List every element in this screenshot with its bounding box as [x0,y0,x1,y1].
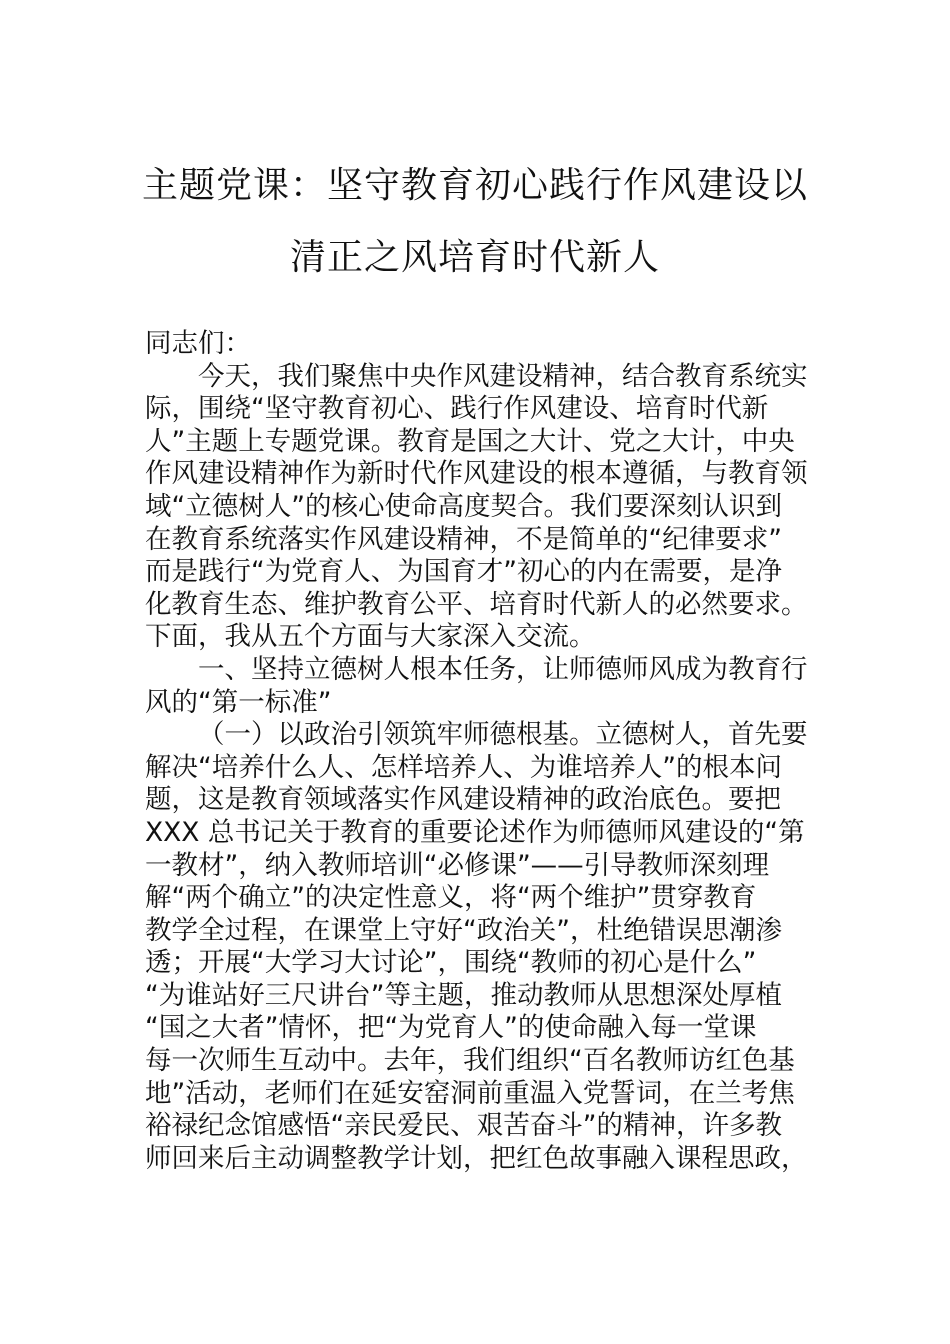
body-line: 作风建设精神作为新时代作风建设的根本遵循，与教育领 [145,458,808,490]
body-line: 在教育系统落实作风建设精神，不是简单的“纪律要求” [145,523,782,555]
body-line: 师回来后主动调整教学计划，把红色故事融入课程思政， [145,1142,808,1174]
body-line: 地”活动，老师们在延安窑洞前重温入党誓词，在兰考焦 [145,1077,795,1109]
document-body [145,328,807,1175]
document-title-line-1: 主题党课：坚守教育初心践行作风建设以 [141,165,808,206]
section-heading-line: 一、坚持立德树人根本任务，让师德师风成为教育行 [198,653,808,685]
body-line: “为谁站好三尺讲台”等主题，推动教师从思想深处厚植 [145,979,782,1011]
section-heading-line: 风的“第一标准” [145,686,332,718]
body-line: 解决“培养什么人、怎样培养人、为谁培养人”的根本问 [145,751,782,783]
body-line: 每一次师生互动中。去年，我们组织“百名教师访红色基 [145,1045,795,1077]
body-line: 下面，我从五个方面与大家深入交流。 [145,621,596,653]
body-line: 际，围绕“坚守教育初心、践行作风建设、培育时代新 [145,393,769,425]
body-line: 题，这是教育领域落实作风建设精神的政治底色。要把 [145,784,781,816]
body-line: 教学全过程，在课堂上守好“政治关”，杜绝错误思潮渗 [145,914,782,946]
body-line: 域“立德树人”的核心使命高度契合。我们要深刻认识到 [145,490,782,522]
body-line: 今天，我们聚焦中央作风建设精神，结合教育系统实 [198,360,808,392]
body-line: “国之大者”情怀，把“为党育人”的使命融入每一堂课 [145,1012,757,1044]
body-line: 透；开展“大学习大讨论”，围绕“教师的初心是什么” [145,947,757,979]
subsection-line: （一）以政治引领筑牢师德根基。立德树人，首先要 [198,719,808,751]
body-line: XXX 总书记关于教育的重要论述作为师德师风建设的“第 [145,816,805,848]
body-line: 化教育生态、维护教育公平、培育时代新人的必然要求。 [145,588,808,620]
body-line: 解“两个确立”的决定性意义，将“两个维护”贯穿教育 [145,882,757,914]
salutation-line: 同志们： [145,328,251,359]
body-line: 裕禄纪念馆感悟“亲民爱民、艰苦奋斗”的精神，许多教 [145,1110,782,1142]
body-line: 人”主题上专题党课。教育是国之大计、党之大计，中央 [145,425,795,457]
body-line: 而是践行“为党育人、为国育才”初心的内在需要，是净 [145,556,782,588]
document-title-line-2: 清正之风培育时代新人 [289,237,660,278]
body-line: 一教材”，纳入教师培训“必修课”——引导教师深刻理 [145,849,770,881]
